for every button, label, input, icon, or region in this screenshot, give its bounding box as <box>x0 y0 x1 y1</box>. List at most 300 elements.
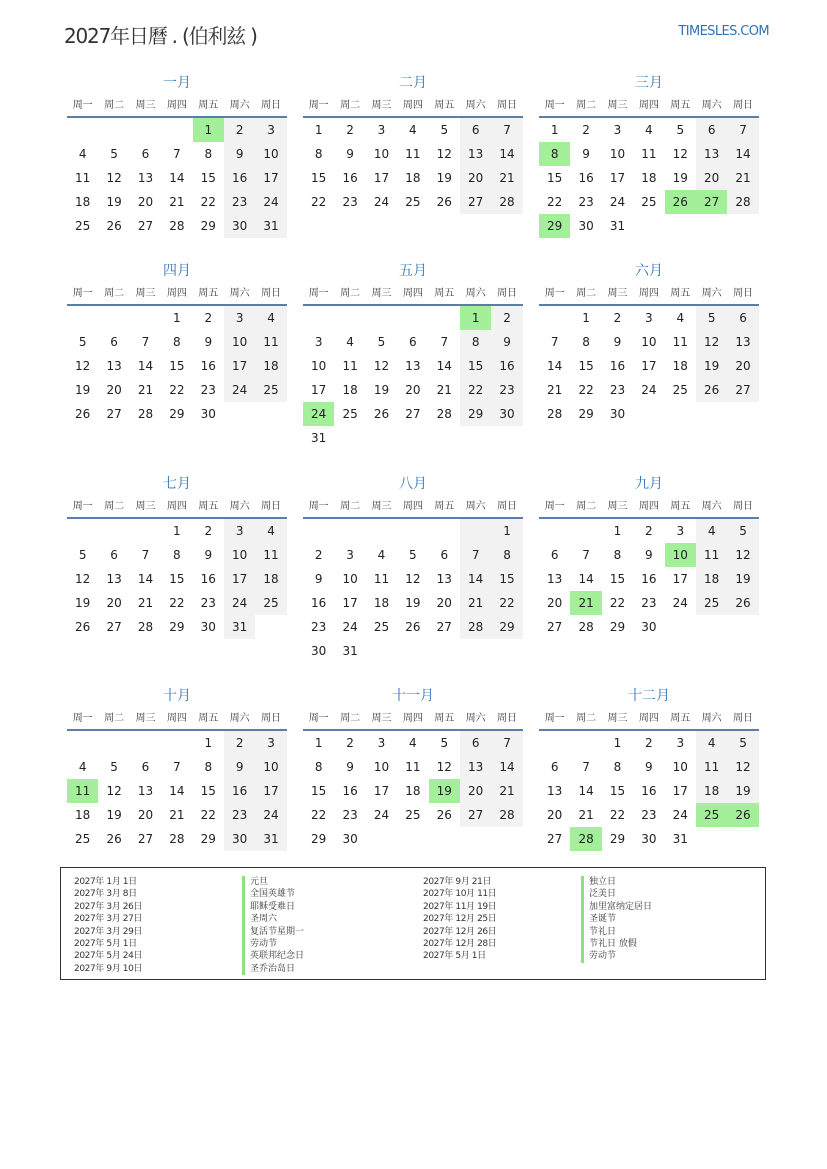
day-cell: 29 <box>169 407 185 421</box>
empty-cell <box>98 306 129 330</box>
month-11 <box>303 613 523 851</box>
day-cell: 7 <box>141 548 150 562</box>
day-cell: 15 <box>609 784 626 798</box>
day-cell: 19 <box>106 195 122 209</box>
day-cell: 20 <box>696 166 727 190</box>
day-cell: 13 <box>547 784 563 798</box>
day-cell: 21 <box>491 166 522 190</box>
day-cell: 11 <box>641 147 657 161</box>
empty-cell <box>397 306 428 330</box>
day-cell: 9 <box>224 142 255 166</box>
day-cell: 16 <box>578 171 594 185</box>
weekday-header: 周二 <box>98 94 129 118</box>
day-cell: 5 <box>676 123 685 137</box>
day-cell: 4 <box>377 548 386 562</box>
day-cell: 20 <box>460 166 491 190</box>
day-cell: 11 <box>696 755 727 779</box>
weekday-header: 周五 <box>429 94 460 118</box>
day-cell: 30 <box>342 832 358 846</box>
month-title: 十月 <box>163 688 191 704</box>
month-title: 五月 <box>399 263 427 279</box>
day-cell: 18 <box>696 779 727 803</box>
day-cell: 23 <box>224 190 255 214</box>
day-cell: 25 <box>641 195 657 209</box>
day-cell: 8 <box>204 760 213 774</box>
day-cell: 8 <box>613 760 622 774</box>
day-cell: 14 <box>137 359 154 373</box>
weekday-header: 周二 <box>98 707 129 731</box>
day-cell: 12 <box>405 572 421 586</box>
weekday-header: 周二 <box>334 94 365 118</box>
holiday-date: 2027年 3月 26日 <box>74 901 143 912</box>
day-cell: 28 <box>169 219 185 233</box>
day-cell: 2 <box>346 123 354 137</box>
empty-cell <box>334 519 365 543</box>
day-cell: 18 <box>75 195 91 209</box>
day-cell: 14 <box>169 171 185 185</box>
day-cell: 9 <box>645 548 653 562</box>
empty-cell <box>67 519 98 543</box>
holiday-day-cell: 26 <box>665 190 696 214</box>
day-cell: 26 <box>696 378 727 402</box>
weekday-header: 周三 <box>366 282 397 306</box>
day-cell: 10 <box>373 147 390 161</box>
day-cell: 12 <box>672 147 688 161</box>
weekday-header: 周日 <box>491 495 522 519</box>
day-cell: 4 <box>696 731 727 755</box>
month-grid <box>67 707 287 851</box>
weekday-header: 周四 <box>161 282 192 306</box>
holiday-date: 2027年 12月 26日 <box>423 926 497 937</box>
day-cell: 25 <box>75 219 91 233</box>
day-cell: 26 <box>373 407 390 421</box>
weekday-header: 周五 <box>193 495 224 519</box>
day-cell: 4 <box>645 123 653 137</box>
weekday-header: 周四 <box>161 707 192 731</box>
weekday-header: 周日 <box>491 707 522 731</box>
site-link[interactable]: TIMESLES.COM <box>678 24 769 39</box>
holiday-name: 复活节星期一 <box>242 926 304 938</box>
day-cell: 23 <box>491 378 522 402</box>
weekday-header: 周日 <box>491 94 522 118</box>
day-cell: 3 <box>346 548 354 562</box>
month-title: 七月 <box>163 476 191 492</box>
day-cell: 24 <box>373 808 390 822</box>
day-cell: 2 <box>224 731 255 755</box>
day-cell: 13 <box>106 359 122 373</box>
empty-cell <box>130 731 161 755</box>
day-cell: 30 <box>609 407 626 421</box>
day-cell: 14 <box>436 359 452 373</box>
month-title: 二月 <box>399 75 427 91</box>
month-title: 六月 <box>635 263 663 279</box>
day-cell: 5 <box>440 736 449 750</box>
day-cell: 5 <box>78 548 87 562</box>
day-cell: 1 <box>204 736 213 750</box>
weekday-header: 周日 <box>255 94 286 118</box>
day-cell: 24 <box>342 620 358 634</box>
weekday-header: 周四 <box>633 282 664 306</box>
weekday-header: 周日 <box>255 707 286 731</box>
day-cell: 13 <box>436 572 452 586</box>
weekday-header: 周四 <box>633 495 664 519</box>
holiday-day-cell: 8 <box>539 142 570 166</box>
day-cell: 22 <box>491 591 522 615</box>
day-cell: 20 <box>436 596 452 610</box>
day-cell: 5 <box>110 147 118 161</box>
empty-cell <box>161 731 192 755</box>
day-cell: 4 <box>255 519 286 543</box>
day-cell: 12 <box>727 755 758 779</box>
day-cell: 21 <box>169 808 185 822</box>
weekday-header: 周日 <box>255 495 286 519</box>
day-cell: 16 <box>609 359 626 373</box>
day-cell: 23 <box>311 620 327 634</box>
day-cell: 24 <box>609 195 626 209</box>
day-cell: 5 <box>409 548 417 562</box>
day-cell: 4 <box>255 306 286 330</box>
holiday-name: 加里富纳定居日 <box>581 901 652 913</box>
day-cell: 28 <box>169 832 185 846</box>
day-cell: 27 <box>727 378 758 402</box>
day-cell: 6 <box>727 306 758 330</box>
day-cell: 20 <box>137 195 154 209</box>
day-cell: 25 <box>255 378 286 402</box>
day-cell: 31 <box>255 214 286 238</box>
day-cell: 15 <box>169 572 185 586</box>
weekday-header: 周四 <box>397 495 428 519</box>
day-cell: 21 <box>578 808 594 822</box>
day-cell: 24 <box>641 383 657 397</box>
day-cell: 4 <box>346 335 354 349</box>
day-cell: 16 <box>342 171 358 185</box>
day-cell: 3 <box>255 731 286 755</box>
day-cell: 2 <box>346 736 354 750</box>
month-9 <box>539 401 759 639</box>
day-cell: 14 <box>491 755 522 779</box>
day-cell: 3 <box>613 123 622 137</box>
day-cell: 31 <box>255 827 286 851</box>
weekday-header: 周三 <box>602 495 633 519</box>
day-cell: 24 <box>224 378 255 402</box>
day-cell: 20 <box>106 383 122 397</box>
weekday-header: 周一 <box>67 495 98 519</box>
weekday-header: 周三 <box>130 707 161 731</box>
holiday-date: 2027年 5月 24日 <box>74 951 143 962</box>
month-grid <box>539 707 759 851</box>
weekday-header: 周五 <box>665 707 696 731</box>
holiday-name: 耶稣受难日 <box>242 901 304 913</box>
day-cell: 12 <box>75 572 91 586</box>
day-cell: 5 <box>727 519 758 543</box>
day-cell: 19 <box>672 171 688 185</box>
empty-cell <box>67 306 98 330</box>
day-cell: 12 <box>727 543 758 567</box>
day-cell: 12 <box>373 359 390 373</box>
empty-cell <box>429 519 460 543</box>
holiday-date: 2027年 9月 21日 <box>423 877 492 887</box>
weekday-header: 周二 <box>570 94 601 118</box>
day-cell: 20 <box>106 596 122 610</box>
month-title: 十一月 <box>392 688 434 704</box>
day-cell: 22 <box>547 195 563 209</box>
day-cell: 9 <box>314 572 323 586</box>
day-cell: 5 <box>78 335 87 349</box>
month-title: 九月 <box>635 476 663 492</box>
day-cell: 27 <box>405 407 421 421</box>
weekday-header: 周四 <box>161 495 192 519</box>
holiday-date: 2027年 3月 8日 <box>74 889 137 900</box>
day-cell: 26 <box>75 407 91 421</box>
day-cell: 29 <box>460 402 491 426</box>
day-cell: 6 <box>696 118 727 142</box>
weekday-header: 周六 <box>224 495 255 519</box>
day-cell: 17 <box>342 596 358 610</box>
weekday-header: 周六 <box>696 282 727 306</box>
day-cell: 30 <box>224 214 255 238</box>
day-cell: 17 <box>311 383 327 397</box>
day-cell: 8 <box>173 548 181 562</box>
day-cell: 16 <box>641 784 657 798</box>
day-cell: 30 <box>641 620 657 634</box>
day-cell: 17 <box>641 359 657 373</box>
day-cell: 8 <box>613 548 622 562</box>
day-cell: 2 <box>314 548 323 562</box>
day-cell: 7 <box>491 118 522 142</box>
day-cell: 10 <box>342 572 358 586</box>
weekday-header: 周五 <box>193 707 224 731</box>
day-cell: 23 <box>200 596 216 610</box>
day-cell: 2 <box>582 123 590 137</box>
day-cell: 27 <box>547 832 563 846</box>
day-cell: 14 <box>547 359 563 373</box>
day-cell: 28 <box>491 190 522 214</box>
weekday-header: 周二 <box>98 495 129 519</box>
holiday-name: 节礼日 放假 <box>581 938 652 950</box>
holiday-name: 全国英雄节 <box>242 888 304 900</box>
day-cell: 4 <box>409 123 417 137</box>
day-cell: 14 <box>137 572 154 586</box>
empty-cell <box>98 731 129 755</box>
day-cell: 1 <box>613 736 622 750</box>
day-cell: 11 <box>255 330 286 354</box>
day-cell: 24 <box>255 190 286 214</box>
weekday-header: 周六 <box>460 94 491 118</box>
day-cell: 30 <box>311 644 327 658</box>
day-cell: 18 <box>255 567 286 591</box>
day-cell: 24 <box>373 195 390 209</box>
day-cell: 16 <box>311 596 327 610</box>
day-cell: 23 <box>200 383 216 397</box>
day-cell: 15 <box>547 171 563 185</box>
empty-cell <box>130 306 161 330</box>
day-cell: 9 <box>645 760 653 774</box>
day-cell: 22 <box>460 378 491 402</box>
day-cell: 30 <box>578 219 594 233</box>
weekday-header: 周四 <box>397 282 428 306</box>
day-cell: 28 <box>727 190 758 214</box>
weekday-header: 周三 <box>602 94 633 118</box>
day-cell: 19 <box>373 383 390 397</box>
day-cell: 17 <box>672 572 688 586</box>
holiday-date: 2027年 1月 1日 <box>74 877 137 887</box>
weekday-header: 周五 <box>665 282 696 306</box>
day-cell: 11 <box>255 543 286 567</box>
day-cell: 3 <box>314 335 323 349</box>
day-cell: 22 <box>200 808 216 822</box>
day-cell: 7 <box>173 760 181 774</box>
day-cell: 23 <box>609 383 626 397</box>
day-cell: 29 <box>491 615 522 639</box>
holiday-date: 2027年 5月 1日 <box>423 951 486 962</box>
weekday-header: 周五 <box>193 282 224 306</box>
day-cell: 14 <box>578 784 594 798</box>
holiday-day-cell: 1 <box>460 306 491 330</box>
day-cell: 7 <box>141 335 150 349</box>
day-cell: 7 <box>460 543 491 567</box>
day-cell: 2 <box>491 306 522 330</box>
day-cell: 17 <box>224 567 255 591</box>
holiday-name: 元旦 <box>242 876 304 888</box>
day-cell: 15 <box>311 171 327 185</box>
month-6 <box>539 188 759 426</box>
weekday-header: 周六 <box>224 94 255 118</box>
day-cell: 10 <box>255 142 286 166</box>
day-cell: 30 <box>200 407 216 421</box>
empty-cell <box>539 731 570 755</box>
weekday-header: 周日 <box>727 707 758 731</box>
weekday-header: 周一 <box>539 94 570 118</box>
day-cell: 10 <box>373 760 390 774</box>
empty-cell <box>303 306 334 330</box>
day-cell: 8 <box>582 335 590 349</box>
day-cell: 7 <box>582 760 590 774</box>
holiday-names-right <box>581 876 652 963</box>
empty-cell <box>397 519 428 543</box>
day-cell: 3 <box>377 736 386 750</box>
day-cell: 29 <box>200 219 216 233</box>
day-cell: 11 <box>405 147 421 161</box>
day-cell: 12 <box>106 171 122 185</box>
day-cell: 29 <box>200 832 216 846</box>
day-cell: 7 <box>440 335 449 349</box>
day-cell: 21 <box>169 195 185 209</box>
day-cell: 10 <box>672 760 688 774</box>
day-cell: 17 <box>609 171 626 185</box>
day-cell: 10 <box>224 330 255 354</box>
day-cell: 13 <box>727 330 758 354</box>
day-cell: 17 <box>373 171 390 185</box>
day-cell: 16 <box>224 779 255 803</box>
day-cell: 15 <box>460 354 491 378</box>
empty-cell <box>67 731 98 755</box>
day-cell: 9 <box>491 330 522 354</box>
day-cell: 9 <box>346 147 354 161</box>
day-cell: 12 <box>75 359 91 373</box>
empty-cell <box>539 519 570 543</box>
weekday-header: 周三 <box>366 707 397 731</box>
day-cell: 3 <box>224 519 255 543</box>
day-cell: 8 <box>491 543 522 567</box>
day-cell: 18 <box>373 596 390 610</box>
holiday-day-cell: 21 <box>570 591 601 615</box>
day-cell: 13 <box>137 784 154 798</box>
weekday-header: 周三 <box>130 282 161 306</box>
day-cell: 6 <box>110 335 118 349</box>
day-cell: 23 <box>342 195 358 209</box>
weekday-header: 周一 <box>539 282 570 306</box>
day-cell: 3 <box>676 524 685 538</box>
holiday-dates-right <box>423 876 496 963</box>
day-cell: 17 <box>672 784 688 798</box>
weekday-header: 周一 <box>67 94 98 118</box>
day-cell: 31 <box>224 615 255 639</box>
weekday-header: 周六 <box>460 282 491 306</box>
day-cell: 6 <box>141 760 150 774</box>
day-cell: 9 <box>224 755 255 779</box>
weekday-header: 周二 <box>334 707 365 731</box>
day-cell: 6 <box>550 760 559 774</box>
day-cell: 15 <box>169 359 185 373</box>
day-cell: 2 <box>645 736 653 750</box>
day-cell: 16 <box>200 359 216 373</box>
day-cell: 6 <box>110 548 118 562</box>
holiday-name: 节礼日 <box>581 926 652 938</box>
weekday-header: 周三 <box>130 495 161 519</box>
day-cell: 25 <box>696 591 727 615</box>
day-cell: 13 <box>460 755 491 779</box>
day-cell: 21 <box>491 779 522 803</box>
weekday-header: 周一 <box>303 707 334 731</box>
day-cell: 5 <box>110 760 118 774</box>
day-cell: 27 <box>460 803 491 827</box>
day-cell: 1 <box>314 123 323 137</box>
day-cell: 31 <box>609 219 626 233</box>
weekday-header: 周四 <box>633 707 664 731</box>
day-cell: 2 <box>645 524 653 538</box>
month-12 <box>539 613 759 851</box>
day-cell: 10 <box>609 147 626 161</box>
day-cell: 5 <box>440 123 449 137</box>
day-cell: 13 <box>405 359 421 373</box>
day-cell: 19 <box>696 354 727 378</box>
day-cell: 12 <box>436 760 452 774</box>
month-title: 一月 <box>163 75 191 91</box>
holiday-day-cell: 11 <box>67 779 98 803</box>
day-cell: 25 <box>75 832 91 846</box>
day-cell: 14 <box>578 572 594 586</box>
weekday-header: 周一 <box>303 495 334 519</box>
day-cell: 22 <box>311 808 327 822</box>
holiday-day-cell: 26 <box>727 803 758 827</box>
day-cell: 9 <box>204 548 213 562</box>
day-cell: 31 <box>311 431 327 445</box>
day-cell: 13 <box>547 572 563 586</box>
day-cell: 18 <box>405 784 421 798</box>
empty-cell <box>334 306 365 330</box>
day-cell: 17 <box>373 784 390 798</box>
month-title: 四月 <box>163 263 191 279</box>
day-cell: 19 <box>436 171 452 185</box>
day-cell: 12 <box>106 784 122 798</box>
weekday-header: 周三 <box>366 94 397 118</box>
day-cell: 23 <box>342 808 358 822</box>
holiday-date: 2027年 3月 27日 <box>74 914 143 925</box>
holiday-date: 2027年 3月 29日 <box>74 926 143 937</box>
day-cell: 4 <box>78 760 87 774</box>
day-cell: 28 <box>491 803 522 827</box>
day-cell: 11 <box>696 543 727 567</box>
